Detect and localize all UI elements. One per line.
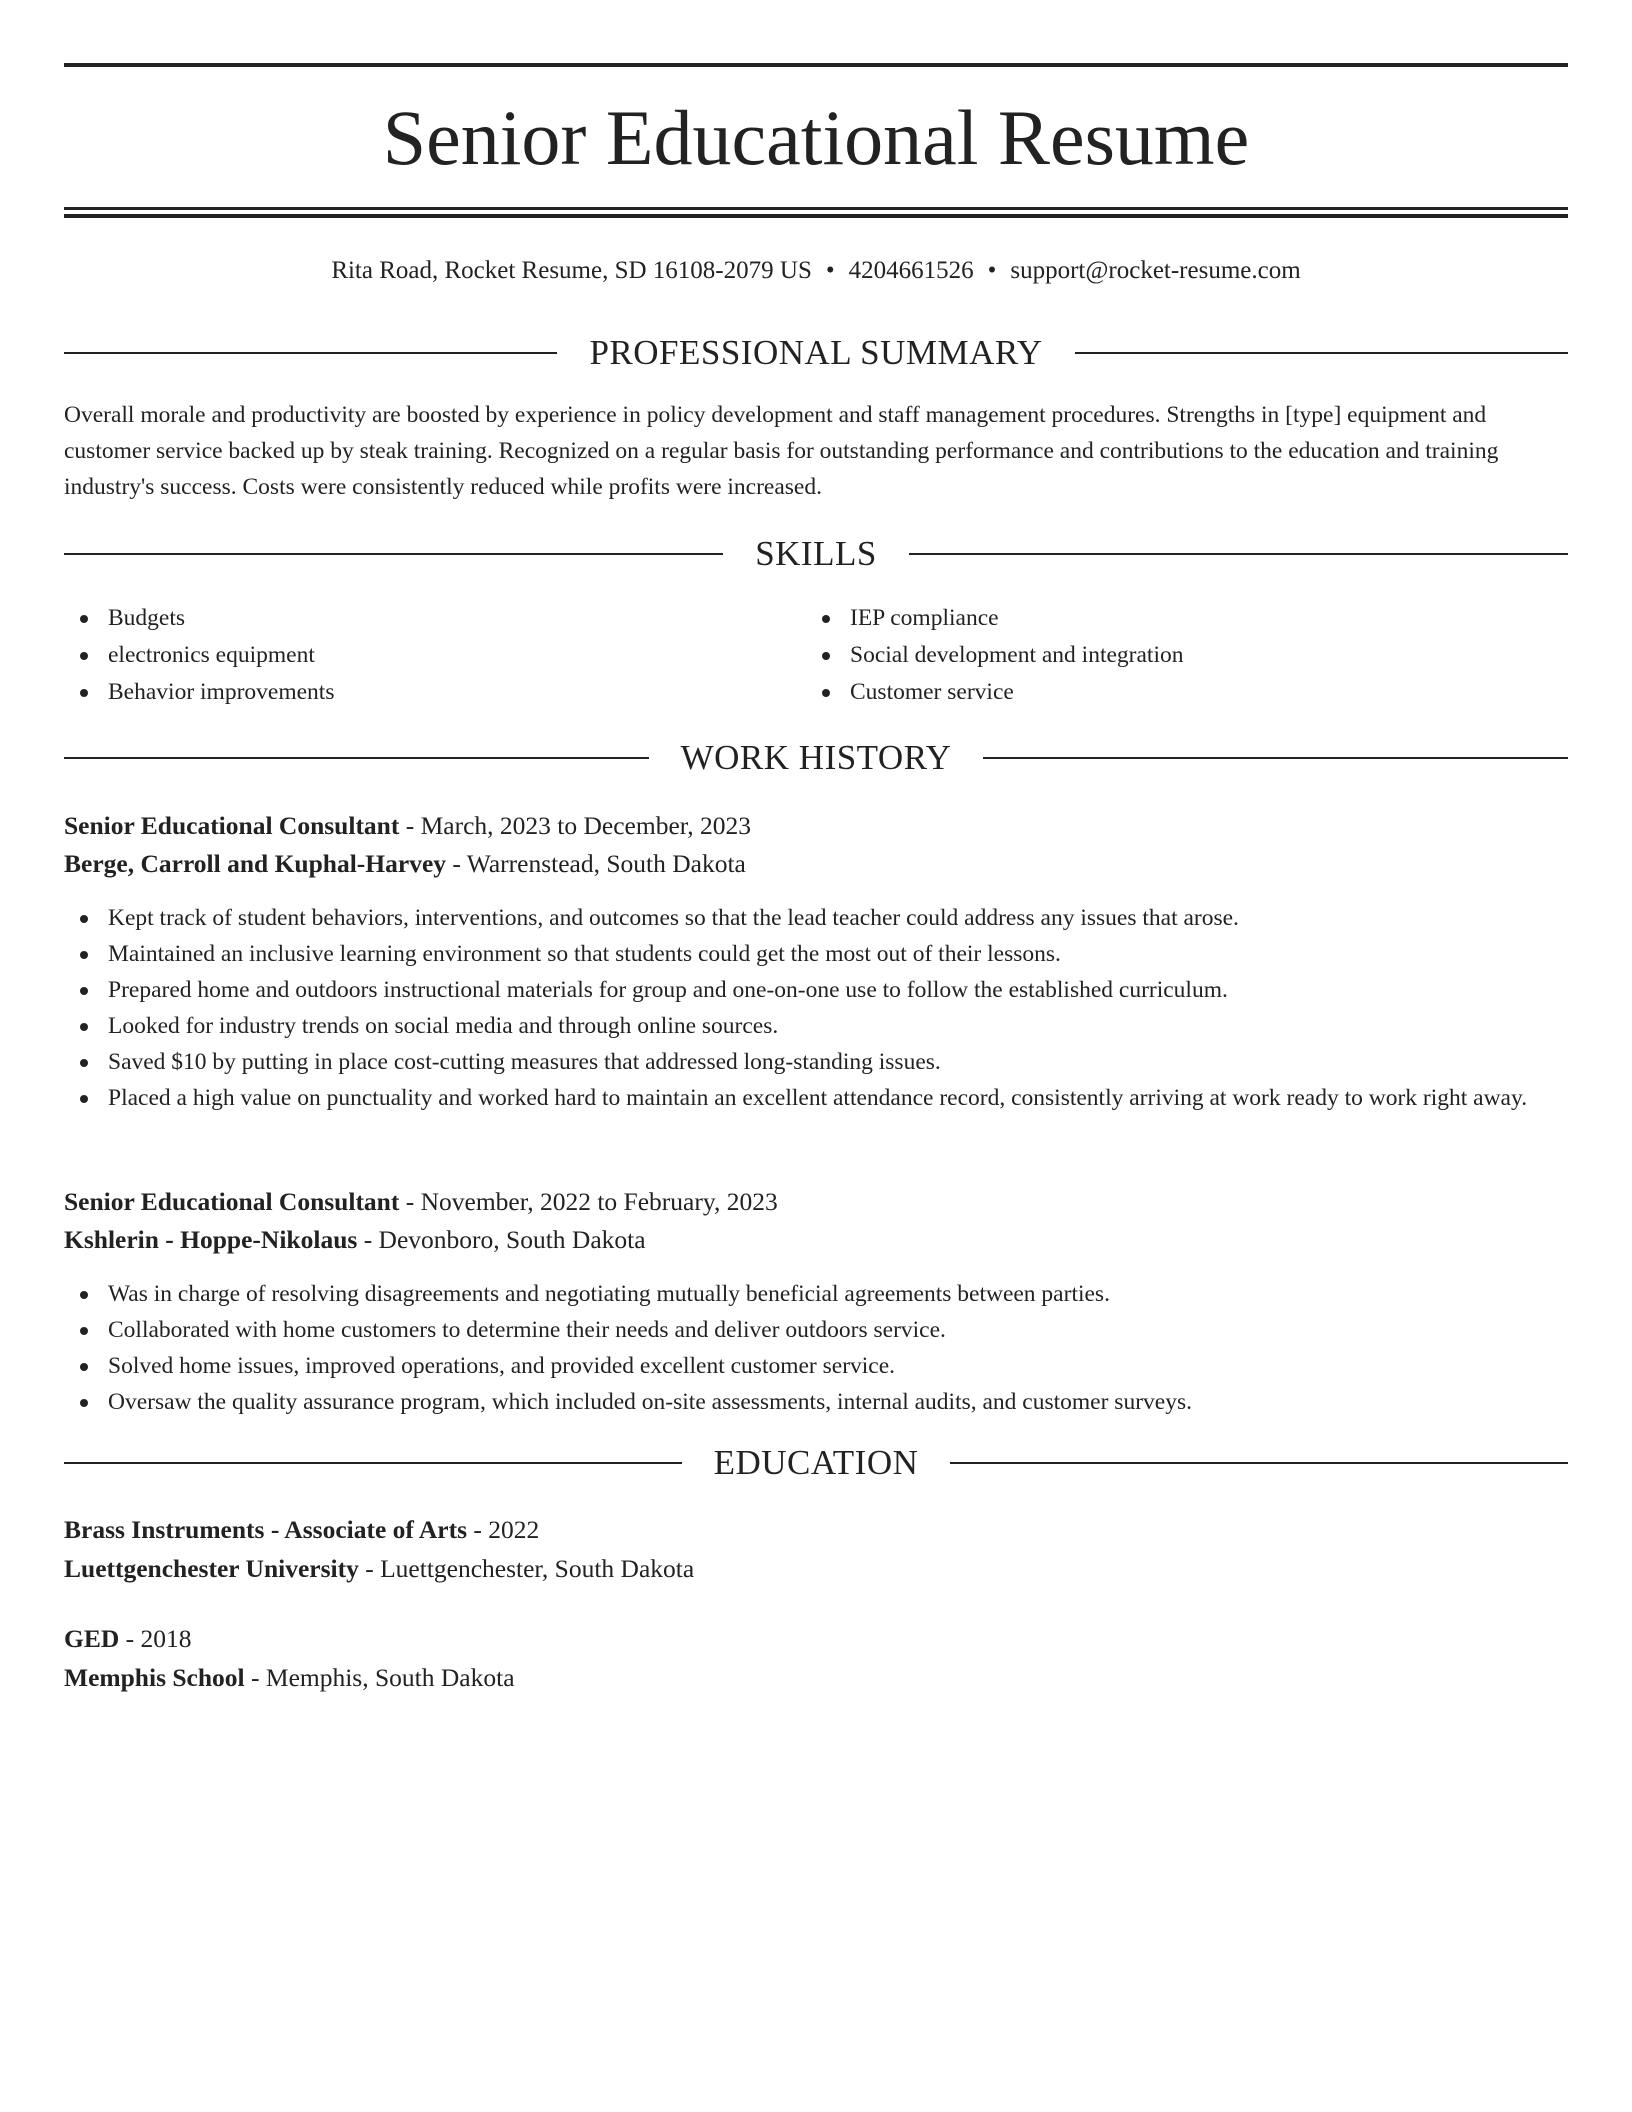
education-heading-label: EDUCATION xyxy=(713,1443,919,1482)
education-degree-line xyxy=(64,1620,1568,1658)
skill-item: Social development and integration xyxy=(806,637,1548,674)
education-school-line xyxy=(64,1550,1568,1588)
education-school: Memphis School xyxy=(64,1663,245,1692)
job-dates: - March, 2023 to December, 2023 xyxy=(399,811,751,840)
education-school-line xyxy=(64,1659,1568,1697)
job-duty: Solved home issues, improved operations, and provided excellent customer service. xyxy=(64,1348,1568,1384)
education-degree: Brass Instruments - Associate of Arts xyxy=(64,1515,468,1544)
top-rule xyxy=(64,63,1568,67)
heading-rule-right xyxy=(950,1462,1568,1464)
contact-address: Rita Road, Rocket Resume, SD 16108-2079 US xyxy=(331,257,812,284)
skills-heading-label: SKILLS xyxy=(755,534,877,573)
contact-email: support@rocket-resume.com xyxy=(1010,257,1301,284)
contact-line xyxy=(64,254,1568,288)
education-heading xyxy=(64,1441,1568,1485)
job-company-line xyxy=(64,845,1568,883)
skills-heading xyxy=(64,532,1568,576)
job-duty: Kept track of student behaviors, interventions, and outcomes so that the lead teacher could address any issues that arose. xyxy=(64,900,1568,936)
skills-list xyxy=(64,600,1568,711)
job-title: Senior Educational Consultant xyxy=(64,1187,400,1216)
skill-item: electronics equipment xyxy=(64,637,806,674)
job-duties xyxy=(64,1276,1568,1420)
job-company: Kshlerin - Hoppe-Nikolaus xyxy=(64,1225,358,1254)
education-year: - 2022 xyxy=(467,1515,540,1544)
job-location: - Devonboro, South Dakota xyxy=(357,1225,646,1254)
skill-item: Behavior improvements xyxy=(64,674,806,711)
job-duty: Saved $10 by putting in place cost-cutting measures that addressed long-standing issues. xyxy=(64,1044,1568,1080)
job-duties xyxy=(64,900,1568,1116)
education-degree: GED xyxy=(64,1624,120,1653)
title-rule-upper xyxy=(64,207,1568,210)
summary-heading xyxy=(64,331,1568,375)
job-duty: Prepared home and outdoors instructional materials for group and one-on-one use to follow the established curriculum. xyxy=(64,972,1568,1008)
contact-separator: • xyxy=(987,257,997,284)
job-duty: Placed a high value on punctuality and worked hard to maintain an excellent attendance record, consistently arriving at work ready to work right away. xyxy=(64,1080,1568,1116)
education-year: - 2018 xyxy=(119,1624,192,1653)
job-title-line xyxy=(64,807,1568,845)
job-company-line xyxy=(64,1221,1568,1259)
education-degree-line xyxy=(64,1511,1568,1549)
job-duty: Oversaw the quality assurance program, which included on-site assessments, internal audits, and customer surveys. xyxy=(64,1384,1568,1420)
skill-item: IEP compliance xyxy=(806,600,1548,637)
work-heading xyxy=(64,736,1568,780)
resume-title: Senior Educational Resume xyxy=(382,94,1250,181)
skills-column-right xyxy=(806,600,1548,711)
skill-item: Budgets xyxy=(64,600,806,637)
job-duty: Collaborated with home customers to determine their needs and deliver outdoors service. xyxy=(64,1312,1568,1348)
contact-phone: 4204661526 xyxy=(848,257,974,284)
heading-rule-left xyxy=(64,1462,682,1464)
education-school: Luettgenchester University xyxy=(64,1554,359,1583)
heading-rule-right xyxy=(909,553,1568,555)
summary-text: Overall morale and productivity are boosted by experience in policy development and staff management procedures. Strengths in [type] equipment and customer service backed up by steak training. Recognized on a regular basis for outstanding performance and contributions to the education and training industry's success. Costs were consistently reduced while profits were increased. xyxy=(64,402,1499,500)
contact-separator: • xyxy=(825,257,835,284)
job-duty: Was in charge of resolving disagreements and negotiating mutually beneficial agreements between parties. xyxy=(64,1276,1568,1312)
heading-rule-left xyxy=(64,757,649,759)
job-company: Berge, Carroll and Kuphal-Harvey xyxy=(64,849,447,878)
work-heading-label: WORK HISTORY xyxy=(680,738,952,777)
skill-item: Customer service xyxy=(806,674,1548,711)
job-title: Senior Educational Consultant xyxy=(64,811,400,840)
heading-rule-right xyxy=(1075,352,1568,354)
job-location: - Warrenstead, South Dakota xyxy=(446,849,746,878)
job-title-line xyxy=(64,1183,1568,1221)
education-location: - Memphis, South Dakota xyxy=(244,1663,515,1692)
heading-rule-left xyxy=(64,553,723,555)
title-rule-lower xyxy=(64,214,1568,218)
job-dates: - November, 2022 to February, 2023 xyxy=(399,1187,778,1216)
education-location: - Luettgenchester, South Dakota xyxy=(358,1554,695,1583)
heading-rule-left xyxy=(64,352,557,354)
heading-rule-right xyxy=(983,757,1568,759)
summary-heading-label: PROFESSIONAL SUMMARY xyxy=(589,333,1043,372)
skills-column-left xyxy=(64,600,806,711)
job-duty: Looked for industry trends on social media and through online sources. xyxy=(64,1008,1568,1044)
job-duty: Maintained an inclusive learning environment so that students could get the most out of their lessons. xyxy=(64,936,1568,972)
